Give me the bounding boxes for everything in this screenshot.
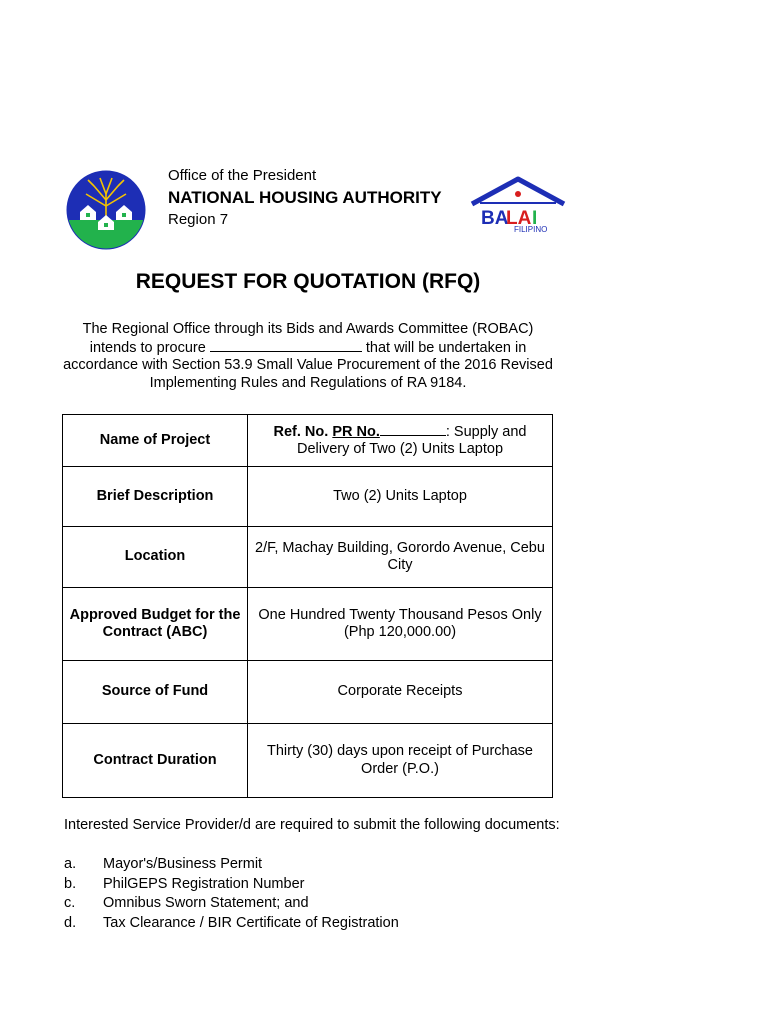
list-item <box>64 894 399 914</box>
fund-value: Corporate Receipts <box>248 661 553 724</box>
table-row <box>63 724 553 798</box>
item-text: PhilGEPS Registration Number <box>103 875 305 892</box>
location-value: 2/F, Machay Building, Gorordo Avenue, Cebu City <box>248 527 553 588</box>
duration-value: Thirty (30) days upon receipt of Purchase Order (P.O.) <box>248 724 553 798</box>
requirements-list <box>64 855 399 933</box>
abc-value: One Hundred Twenty Thousand Pesos Only (Php 120,000.00) <box>248 588 553 661</box>
table-row <box>63 527 553 588</box>
description-label: Brief Description <box>63 467 248 527</box>
intro-text-part1: The Regional Office through its Bids and Awards Committee (ROBAC) intends to procure <box>82 321 534 356</box>
item-text: Mayor's/Business Permit <box>103 856 263 872</box>
fund-label: Source of Fund <box>63 661 248 724</box>
ref-no-label: Ref. No. <box>273 423 329 440</box>
table-row <box>63 415 553 467</box>
project-value <box>248 415 553 467</box>
pr-no-label: PR No. <box>332 423 380 440</box>
page-title: REQUEST FOR QUOTATION (RFQ) <box>135 270 481 293</box>
balai-filipino-logo <box>468 176 568 236</box>
item-text: Omnibus Sworn Statement; and <box>103 895 309 911</box>
svg-text:FILIPINO: FILIPINO <box>514 225 548 234</box>
requirements-intro: Interested Service Provider/d are required to submit the following documents: <box>64 817 560 833</box>
svg-text:I: I <box>532 208 538 229</box>
table-row <box>63 467 553 527</box>
pr-no-blank <box>380 423 446 436</box>
project-label: Name of Project <box>63 415 248 467</box>
item-text: Tax Clearance / BIR Certificate of Registration <box>103 914 399 931</box>
item-letter: a. <box>64 856 77 872</box>
table-row <box>63 588 553 661</box>
agency-name: NATIONAL HOUSING AUTHORITY <box>168 188 442 207</box>
item-letter: d. <box>64 914 77 931</box>
svg-text:LA: LA <box>506 208 532 229</box>
svg-text:BA: BA <box>481 208 509 229</box>
item-letter: b. <box>64 875 77 892</box>
nha-seal-icon <box>66 170 146 250</box>
location-label: Location <box>63 527 248 588</box>
duration-label: Contract Duration <box>63 724 248 798</box>
project-description: : Supply and Delivery of Two (2) Units Laptop <box>296 423 527 457</box>
list-item <box>64 914 399 934</box>
abc-label: Approved Budget for the Contract (ABC) <box>63 588 248 661</box>
office-line: Office of the President <box>168 167 317 184</box>
project-info-table <box>62 414 553 798</box>
table-row <box>63 661 553 724</box>
region-line: Region 7 <box>168 211 229 228</box>
procurement-blank-line <box>210 339 362 352</box>
list-item <box>64 875 399 895</box>
list-item <box>64 855 399 875</box>
item-letter: c. <box>64 895 76 911</box>
intro-paragraph <box>62 321 554 392</box>
description-value: Two (2) Units Laptop <box>248 467 553 527</box>
intro-text-part2: that will be undertaken in accordance with Section 53.9 Small Value Procurement of the 2016 Revised Implementing Rules and Regulations of RA 9184. <box>63 339 553 391</box>
